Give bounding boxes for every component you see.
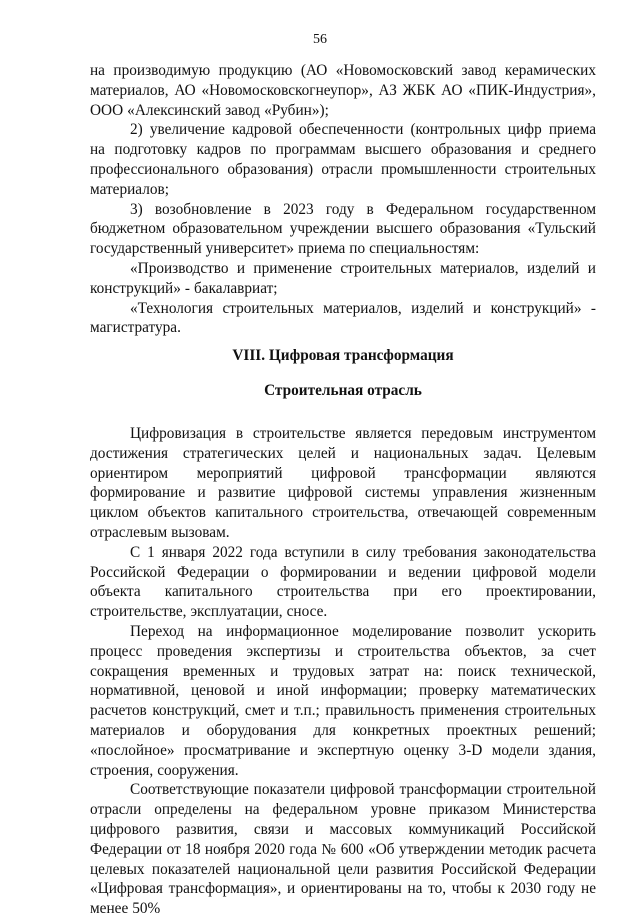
body-text-bottom bbox=[90, 424, 596, 919]
paragraph-specialty-master: «Технология строительных материалов, изделий и конструкций» - магистратура. bbox=[90, 299, 596, 337]
page-number: 56 bbox=[313, 32, 327, 47]
paragraph-digitalization: Цифровизация в строительстве является передовым инструментом достижения стратегических целей и национальных задач. Целевым ориентиром мероприятий цифровой трансформации являются формирование и развитие цифровой системы управления жизненным циклом объектов капитального строительства, отвечающей современным отраслевым вызовам. bbox=[90, 425, 596, 541]
section-heading: VIII. Цифровая трансформация bbox=[232, 347, 454, 364]
paragraph-continuation: на производимую продукцию (АО «Новомосковский завод керамических материалов, АО «Новомосковскогнеупор», АЗ ЖБК АО «ПИК-Индустрия», ООО «Алексинский завод «Рубин»); bbox=[90, 62, 596, 119]
paragraph-list-item-3: 3) возобновление в 2023 году в Федеральном государственном бюджетном образовательном учреждении высшего образования «Тульский государственный университет» приема по специальностям: bbox=[90, 200, 596, 258]
paragraph-specialty-bachelor: «Производство и применение строительных материалов, изделий и конструкций» - бакалавриат; bbox=[90, 259, 596, 297]
paragraph-legislation: С 1 января 2022 года вступили в силу требования законодательства Российской Федерации о формировании и ведении цифровой модели объекта капитального строительства при его проектировании, строительстве, эксплуатации, сносе. bbox=[90, 543, 596, 621]
paragraph-list-item-2: 2) увеличение кадровой обеспеченности (контрольных цифр приема на подготовку кадров по программам высшего образования и среднего профессионального образования) отрасли промышленности строительных материалов; bbox=[90, 121, 596, 198]
paragraph-indicators: Соответствующие показатели цифровой трансформации строительной отрасли определены на федеральном уровне приказом Министерства цифрового развития, связи и массовых коммуникаций Российской Федерации от 18 ноября 2020 года № 600 «Об утверждении методик расчета целевых показателей национальной цели развития Российской Федерации «Цифровая трансформация», и ориентированы на то, чтобы к 2030 году не менее 50% bbox=[90, 781, 596, 918]
paragraph-information-modeling: Переход на информационное моделирование позволит ускорить процесс проведения экспертизы и строительства объектов, за счет сокращения временных и трудовых затрат на: поиск технической, нормативной, ценовой и иной информации; проверку математических расчетов конструкций, смет и т.п.; правильность применения строительных материалов и оборудования для конкретных проектных решений; «послойное» просматривание и экспертную оценку 3-D модели здания, строения, сооружения. bbox=[90, 622, 596, 779]
subsection-heading: Строительная отрасль bbox=[264, 382, 422, 399]
body-text-top bbox=[90, 61, 596, 338]
